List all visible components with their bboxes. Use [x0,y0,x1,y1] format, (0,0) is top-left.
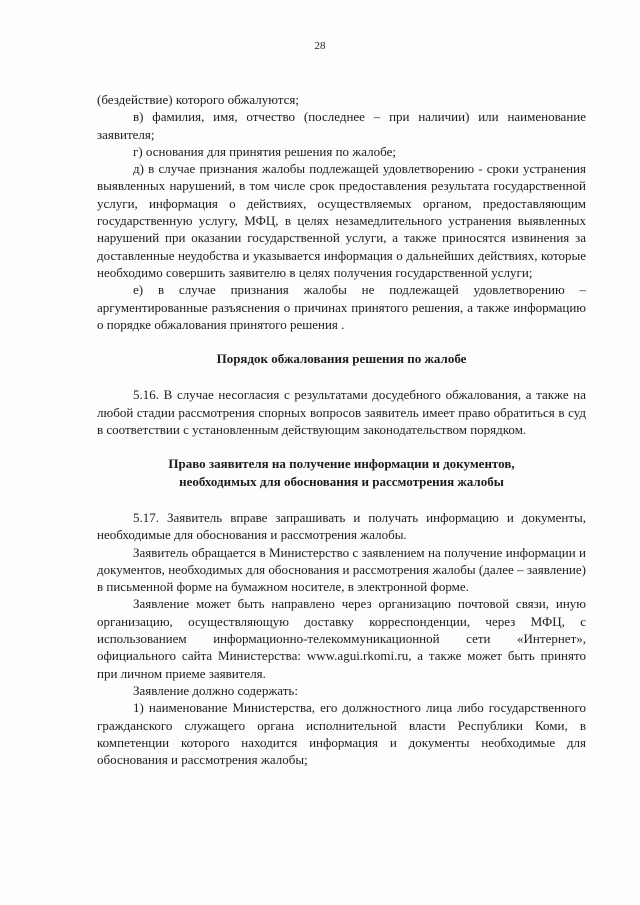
paragraph-application-channels: Заявление может быть направлено через организацию почтовой связи, иную организацию, осуществляющую доставку корреспонденции, через МФЦ, с использованием информационно-телекоммуникационной сети «Интернет», официального сайта Министерства: www.agui.rkomi.ru, а также может быть принято при личном приеме заявителя. [97,596,586,681]
page-number: 28 [314,40,326,52]
paragraph-item-g: г) основания для принятия решения по жалобе; [133,143,396,159]
section-heading-appeal-procedure: Порядок обжалования решения по жалобе [216,351,467,367]
paragraph-5-17: 5.17. Заявитель вправе запрашивать и получать информацию и документы, необходимые для обоснования и рассмотрения жалобы. [97,509,586,543]
paragraph-5-16: 5.16. В случае несогласия с результатами досудебного обжалования, а также на любой стадии рассмотрения спорных вопросов заявитель имеет право обратиться в суд в соответствии с установленным действующим законодательством порядком. [97,387,586,438]
paragraph-item-e: е) в случае признания жалобы не подлежащей удовлетворению – аргументированные разъяснения о причинах принятого решения, а также информацию о порядке обжалования принятого решения . [97,282,586,332]
section-heading-line-1: Право заявителя на получение информации и документов, [168,456,515,472]
page-body [97,91,586,768]
paragraph-application-contents: Заявление должно содержать: [133,682,298,698]
paragraph-item-d: д) в случае признания жалобы подлежащей удовлетворению - сроки устранения выявленных нарушений, в том числе срок предоставления результата государственной услуги, информация о действиях, осуществляемых органом, предоставляющим государственную услугу, МФЦ, в целях незамедлительного устранения выявленных нарушений при оказании государственной услуги, а также приносятся извинения за доставленные неудобства и указывается информация о дальнейших действиях, которые необходимо совершить заявителю в целях получения государственной услуги; [97,161,586,280]
paragraph-item-v: в) фамилия, имя, отчество (последнее – при наличии) или наименование заявителя; [97,109,586,142]
paragraph-application-submission: Заявитель обращается в Министерство с заявлением на получение информации и документов, необходимых для обоснования и рассмотрения жалобы (далее – заявление) в письменной форме на бумажном носителе, в электронной форме. [97,544,586,595]
section-heading-line-2: необходимых для обоснования и рассмотрения жалобы [179,473,504,489]
paragraph-contents-item-1: 1) наименование Министерства, его должностного лица либо государственного гражданского служащего органа исполнительной власти Республики Коми, в компетенции которого находится информация и документы необходимые для обоснования и рассмотрения жалобы; [97,700,586,768]
paragraph-b-continuation: (бездействие) которого обжалуются; [97,92,299,107]
section-heading-applicant-rights [97,455,586,490]
